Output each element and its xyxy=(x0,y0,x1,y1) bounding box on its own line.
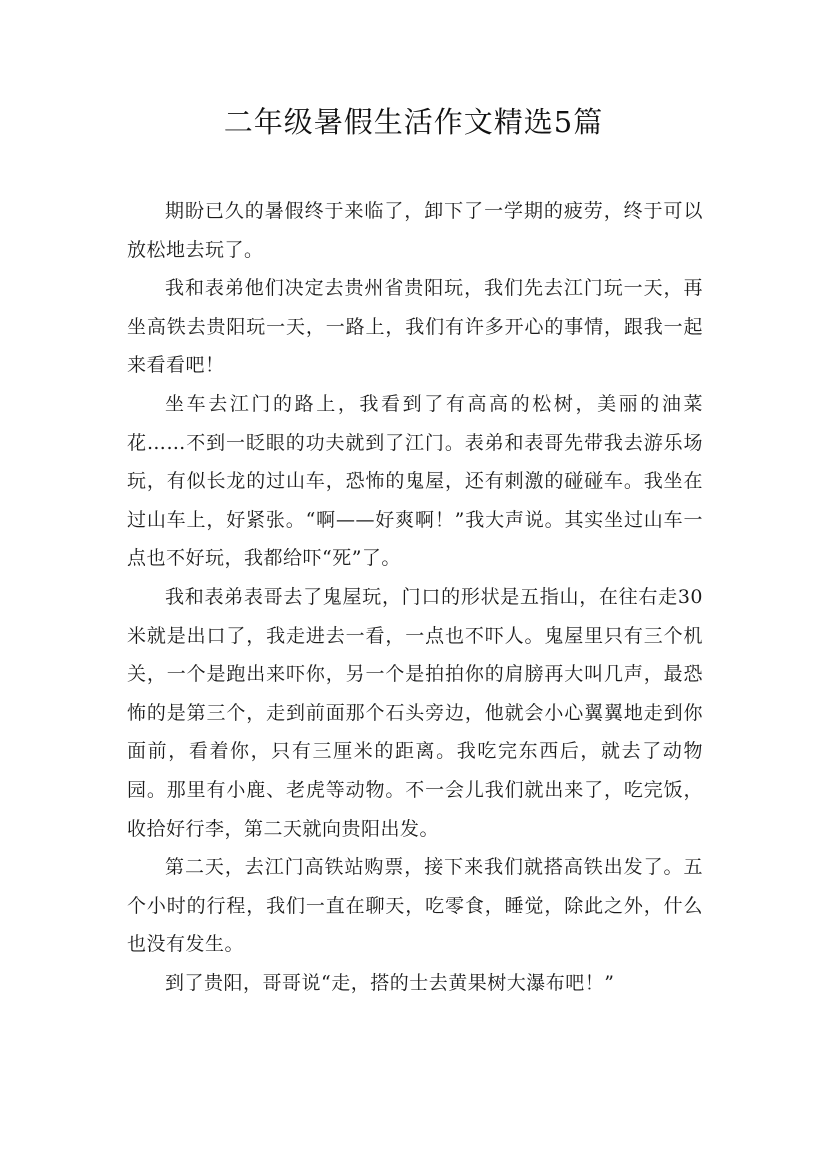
document-body xyxy=(127,192,703,1002)
paragraph: 期盼已久的暑假终于来临了，卸下了一学期的疲劳，终于可以放松地去玩了。 xyxy=(127,200,703,261)
paragraph: 我和表弟表哥去了鬼屋玩，门口的形状是五指山，在往右走30米就是出口了，我走进去一看，一点也不吓人。鬼屋里只有三个机关，一个是跑出来吓你，另一个是拍拍你的肩膀再大叫几声，最恐怖的是第三个，走到前面那个石头旁边，他就会小心翼翼地走到你面前，看着你，只有三厘米的距离。我吃完东西后，就去了动物园。那里有小鹿、老虎等动物。不一会儿我们就出来了，吃完饭，收拾好行李，第二天就向贵阳出发。 xyxy=(127,585,703,840)
paragraph: 坐车去江门的路上，我看到了有高高的松树，美丽的油菜花……不到一眨眼的功夫就到了江门。表弟和表哥先带我去游乐场玩，有似长龙的过山车，恐怖的鬼屋，还有刺激的碰碰车。我坐在过山车上，好紧张。“啊——好爽啊！”我大声说。其实坐过山车一点也不好玩，我都给吓“死”了。 xyxy=(127,392,703,570)
document-title: 二年级暑假生活作文精选5篇 xyxy=(223,105,604,139)
paragraph: 我和表弟他们决定去贵州省贵阳玩，我们先去江门玩一天，再坐高铁去贵阳玩一天，一路上，我们有许多开心的事情，跟我一起来看看吧！ xyxy=(127,277,703,377)
paragraph: 第二天，去江门高铁站购票，接下来我们就搭高铁出发了。五个小时的行程，我们一直在聊天，吃零食，睡觉，除此之外，什么也没有发生。 xyxy=(127,856,703,956)
paragraph: 到了贵阳，哥哥说“走，搭的士去黄果树大瀑布吧！” xyxy=(165,971,615,994)
